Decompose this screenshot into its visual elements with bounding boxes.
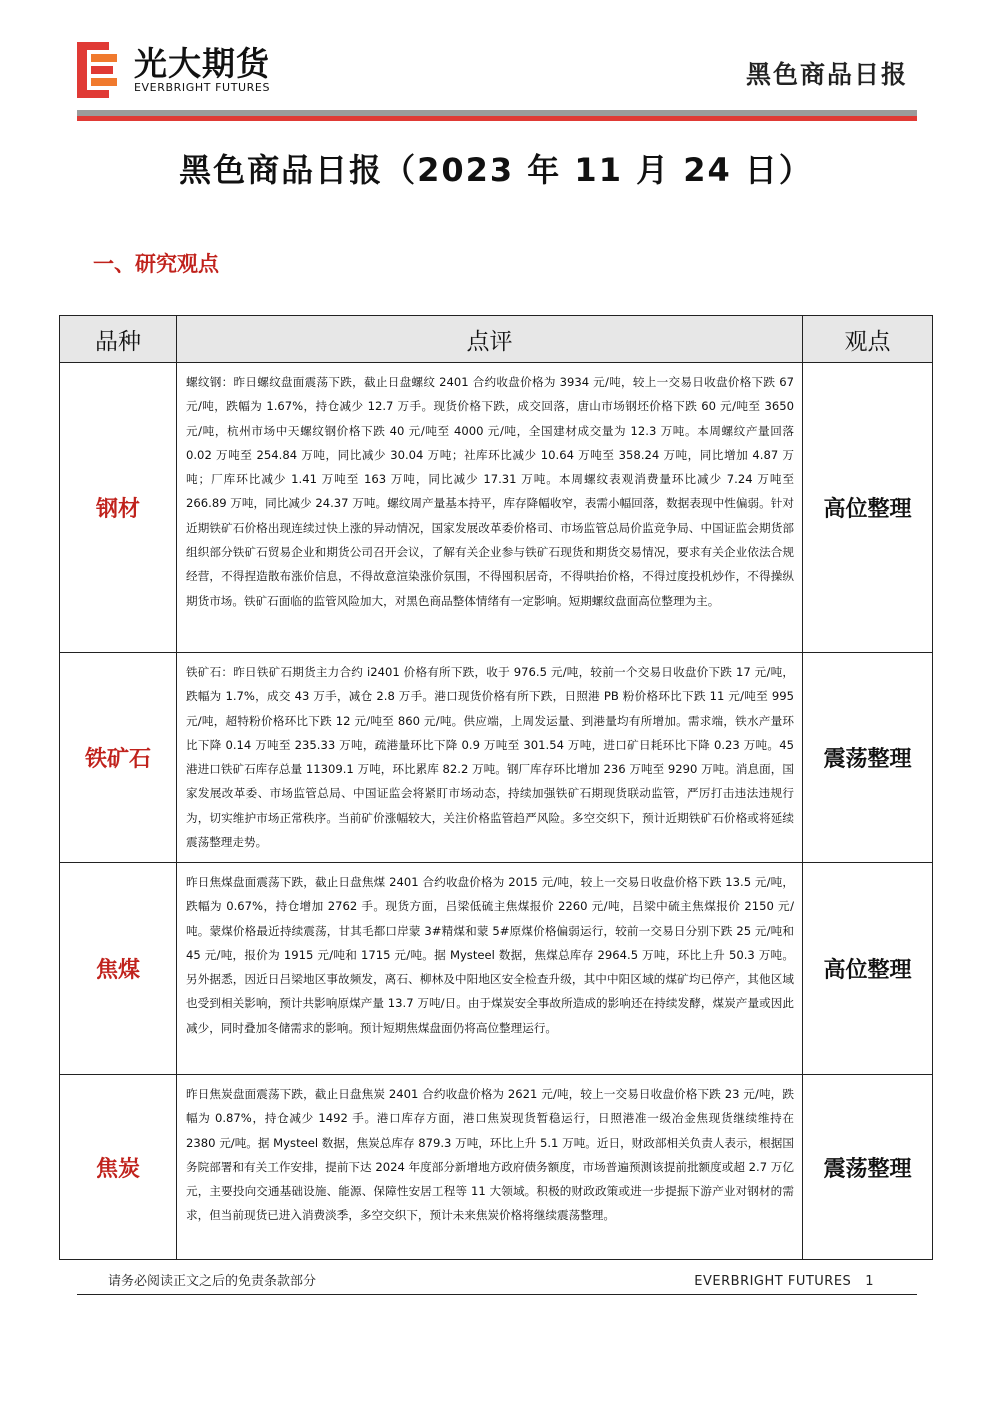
table-row bbox=[60, 863, 933, 1075]
view-cell: 震荡整理 bbox=[803, 1075, 933, 1260]
header-title: 黑色商品日报 bbox=[745, 60, 908, 89]
logo-english-name: EVERBRIGHT FUTURES bbox=[134, 81, 271, 94]
comment-cell: 铁矿石：昨日铁矿石期货主力合约 i2401 价格有所下跌，收于 976.5 元/吨，较前一个交易日收盘价下跌 17 元/吨，跌幅为 1.7%，成交 43 万手，减仓 2.8 万手。港口现货价格有所下跌，日照港 PB 粉价格环比下跌 11 元/吨至 995 元/吨，超特粉价格环比下跌 12 元/吨至 860 元/吨。供应端，上周发运量、到港量均有所增加。需求端，铁水产量环比下降 0.14 万吨至 235.33 万吨，疏港量环比下降 0.9 万吨至 301.54 万吨，进口矿日耗环比下降 0.23 万吨。45 港进口铁矿石库存总量 11309.1 万吨，环比累库 82.2 万吨。钢厂库存环比增加 236 万吨至 9290 万吨。消息面，国家发展改革委、市场监管总局、中国证监会将紧盯市场动态，持续加强铁矿石期现货联动监管，严厉打击违法违规行为，切实维护市场正常秩序。当前矿价涨幅较大，关注价格监管趋严风险。多空交织下，预计近期铁矿石价格或将延续震荡整理走势。 bbox=[177, 653, 803, 863]
view-cell: 高位整理 bbox=[803, 863, 933, 1075]
research-view-table bbox=[59, 315, 933, 1260]
header-variety: 品种 bbox=[60, 316, 177, 363]
view-cell: 震荡整理 bbox=[803, 653, 933, 863]
logo-chinese-name: 光大期货 bbox=[134, 44, 270, 83]
table-row bbox=[60, 363, 933, 653]
variety-cell: 钢材 bbox=[60, 363, 177, 653]
page-header bbox=[0, 0, 992, 125]
table-row bbox=[60, 653, 933, 863]
table-row bbox=[60, 1075, 933, 1260]
variety-cell: 焦煤 bbox=[60, 863, 177, 1075]
table-header-row bbox=[60, 316, 933, 363]
footer-brand: EVERBRIGHT FUTURES bbox=[694, 1274, 852, 1289]
section-title: 一、研究观点 bbox=[93, 252, 219, 276]
header-divider-red bbox=[77, 116, 917, 121]
header-comment: 点评 bbox=[177, 316, 803, 363]
variety-cell: 焦炭 bbox=[60, 1075, 177, 1260]
comment-cell: 螺纹钢：昨日螺纹盘面震荡下跌，截止日盘螺纹 2401 合约收盘价格为 3934 元/吨，较上一交易日收盘价格下跌 67 元/吨，跌幅为 1.67%，持仓减少 12.7 万手。现货价格下跌，成交回落，唐山市场钢坯价格下跌 60 元/吨至 3650 元/吨，杭州市场中天螺纹钢价格下跌 40 元/吨至 4000 元/吨，全国建材成交量为 12.3 万吨。本周螺纹产量回落 0.02 万吨至 254.84 万吨，同比减少 30.04 万吨；社库环比减少 10.64 万吨至 358.24 万吨，同比增加 4.87 万吨；厂库环比减少 1.41 万吨至 163 万吨，同比减少 17.31 万吨。本周螺纹表观消费量环比减少 7.24 万吨至 266.89 万吨，同比减少 24.37 万吨。螺纹周产量基本持平，库存降幅收窄，表需小幅回落，数据表现中性偏弱。针对近期铁矿石价格出现连续过快上涨的异动情况，国家发展改革委价格司、市场监管总局价监竞争局、中国证监会期货部组织部分铁矿石贸易企业和期货公司召开会议，了解有关企业参与铁矿石现货和期货交易情况，要求有关企业依法合规经营，不得捏造散布涨价信息，不得故意渲染涨价氛围，不得囤积居奇，不得哄抬价格，不得过度投机炒作，不得操纵期货市场。铁矿石面临的监管风险加大，对黑色商品整体情绪有一定影响。短期螺纹盘面高位整理为主。 bbox=[177, 363, 803, 653]
footer-brand-page bbox=[694, 1273, 874, 1291]
document-title: 黑色商品日报（2023 年 11 月 24 日） bbox=[179, 151, 813, 189]
footer-divider bbox=[77, 1294, 917, 1295]
page-number: 1 bbox=[865, 1274, 874, 1289]
comment-cell: 昨日焦煤盘面震荡下跌，截止日盘焦煤 2401 合约收盘价格为 2015 元/吨，较上一交易日收盘价格下跌 13.5 元/吨，跌幅为 0.67%，持仓增加 2762 手。现货方面，吕梁低硫主焦煤报价 2260 元/吨，吕梁中硫主焦煤报价 2150 元/吨。蒙煤价格最近持续震荡，甘其毛都口岸蒙 3#精煤和蒙 5#原煤价格偏弱运行，较前一交易日分别下跌 25 元/吨和 45 元/吨，报价为 1915 元/吨和 1715 元/吨。据 Mysteel 数据，焦煤总库存 2964.5 万吨，环比上升 50.3 万吨。另外据悉，因近日吕梁地区事故频发，离石、柳林及中阳地区安全检查升级，其中中阳区域的煤矿均已停产，其他区域也受到相关影响，预计共影响原煤产量 13.7 万吨/日。由于煤炭安全事故所造成的影响还在持续发酵，煤炭产量或因此减少，同时叠加冬储需求的影响。预计短期焦煤盘面仍将高位整理运行。 bbox=[177, 863, 803, 1075]
footer-disclaimer: 请务必阅读正文之后的免责条款部分 bbox=[108, 1274, 317, 1289]
comment-cell: 昨日焦炭盘面震荡下跌，截止日盘焦炭 2401 合约收盘价格为 2621 元/吨，较上一交易日收盘价格下跌 23 元/吨，跌幅为 0.87%，持仓减少 1492 手。港口库存方面，港口焦炭现货暂稳运行，日照港准一级冶金焦现货继续维持在 2380 元/吨。据 Mysteel 数据，焦炭总库存 879.3 万吨，环比上升 5.1 万吨。近日，财政部相关负责人表示，根据国务院部署和有关工作安排，提前下达 2024 年度部分新增地方政府债务额度，市场普遍预测该提前批额度或超 2.7 万亿元，主要投向交通基础设施、能源、保障性安居工程等 11 大领域。积极的财政政策或进一步提振下游产业对钢材的需求，但当前现货已进入消费淡季，多空交织下，预计未来焦炭价格将继续震荡整理。 bbox=[177, 1075, 803, 1260]
header-view: 观点 bbox=[803, 316, 933, 363]
variety-cell: 铁矿石 bbox=[60, 653, 177, 863]
view-cell: 高位整理 bbox=[803, 363, 933, 653]
everbright-logo-icon bbox=[77, 42, 117, 98]
